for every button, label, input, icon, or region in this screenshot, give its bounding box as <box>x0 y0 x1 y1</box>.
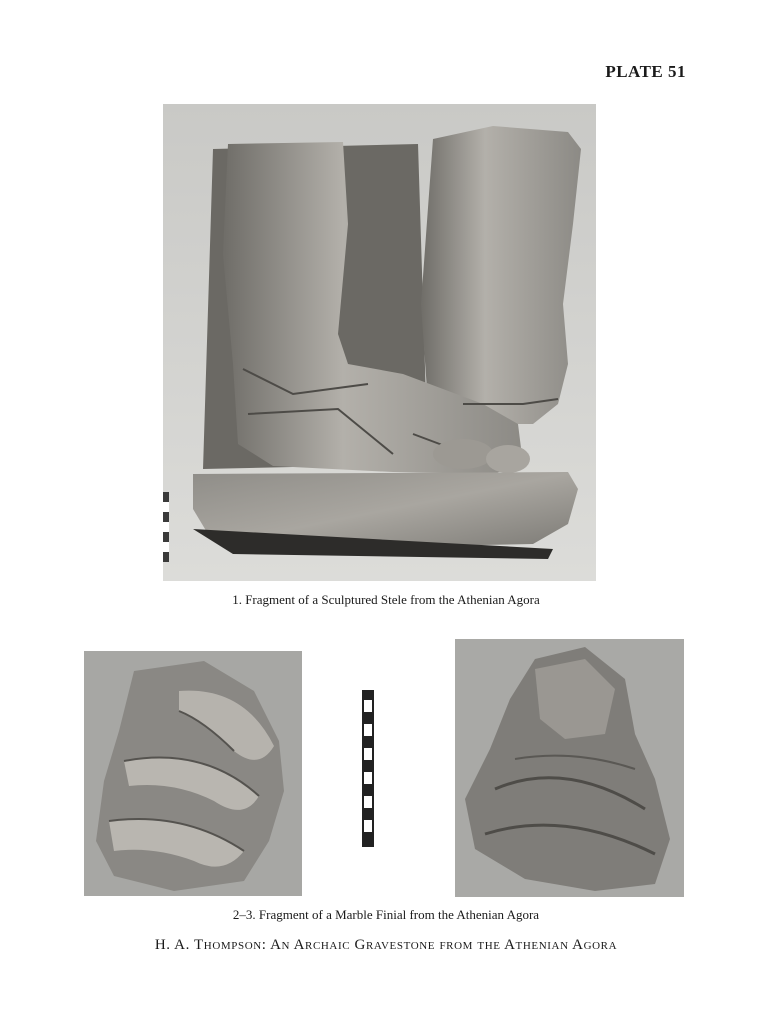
plate-number: PLATE 51 <box>605 62 686 81</box>
finial-back-photo <box>455 639 684 897</box>
running-title: H. A. Thompson: An Archaic Gravestone from the Athenian Agora <box>154 937 618 953</box>
scale-bar <box>362 690 374 847</box>
figure-1-caption: 1. Fragment of a Sculptured Stele from the Athenian Agora <box>232 592 540 607</box>
finial-front-photo <box>84 651 302 896</box>
figure-2-3-caption: 2–3. Fragment of a Marble Finial from the Athenian Agora <box>232 907 540 922</box>
stele-fragment-photo <box>163 104 596 581</box>
